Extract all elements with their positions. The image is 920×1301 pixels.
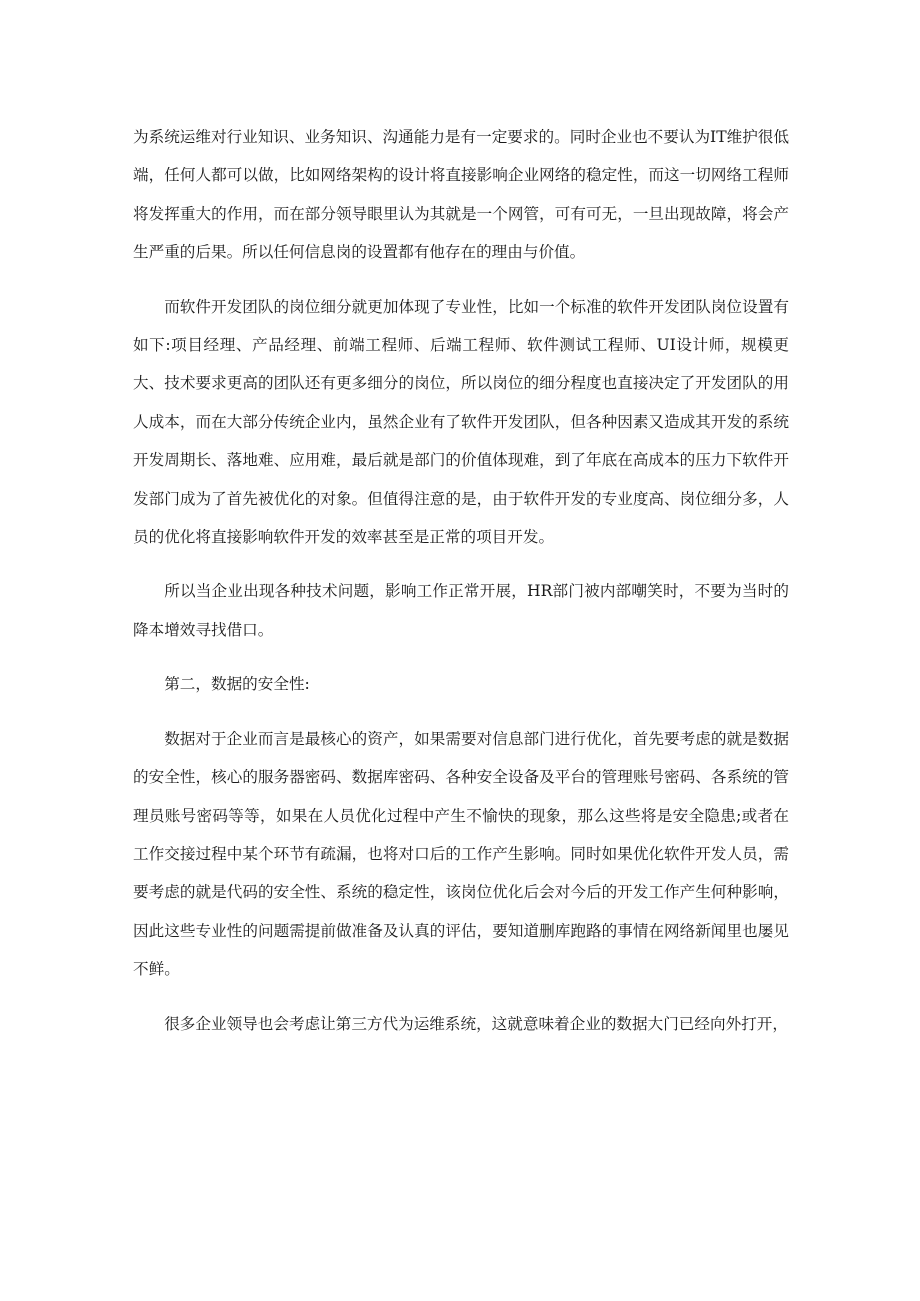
paragraph-data-security: 数据对于企业而言是最核心的资产，如果需要对信息部门进行优化，首先要考虑的就是数据的安全性，核心的服务器密码、数据库密码、各种安全设备及平台的管理账号密码、各系统的管理员账号密码等等，如果在人员优化过程中产生不愉快的现象，那么这些将是安全隐患;或者在工作交接过程中某个环节有疏漏，也将对口后的工作产生影响。同时如果优化软件开发人员，需要考虑的就是代码的安全性、系统的稳定性，该岗位优化后会对今后的开发工作产生何种影响，因此这些专业性的问题需提前做准备及认真的评估，要知道删库跑路的事情在网络新闻里也屡见不鲜。 bbox=[133, 729, 789, 979]
paragraph-third-party-maintenance: 很多企业领导也会考虑让第三方代为运维系统，这就意味着企业的数据大门已经向外打开， bbox=[164, 1014, 788, 1033]
section-heading-data-security: 第二，数据的安全性: bbox=[164, 675, 310, 694]
paragraph-software-team-roles: 而软件开发团队的岗位细分就更加体现了专业性，比如一个标准的软件开发团队岗位设置有如下:项目经理、产品经理、前端工程师、后端工程师、软件测试工程师、UI设计师，规模更大、技术要求更高的团队还有更多细分的岗位，所以岗位的细分程度也直接决定了开发团队的用人成本，而在大部分传统企业内，虽然企业有了软件开发团队，但各种因素又造成其开发的系统开发周期长、落地难、应用难，最后就是部门的价值体现难，到了年底在高成本的压力下软件开发部门成为了首先被优化的对象。但值得注意的是，由于软件开发的专业度高、岗位细分多，人员的优化将直接影响软件开发的效率甚至是正常的项目开发。 bbox=[133, 297, 789, 547]
document-body bbox=[133, 118, 789, 1043]
paragraph-cost-reduction-warning: 所以当企业出现各种技术问题，影响工作正常开展，HR部门被内部嘲笑时，不要为当时的降本增效寻找借口。 bbox=[133, 582, 789, 639]
paragraph-it-maintenance-value: 为系统运维对行业知识、业务知识、沟通能力是有一定要求的。同时企业也不要认为IT维护很低端，任何人都可以做，比如网络架构的设计将直接影响企业网络的稳定性，而这一切网络工程师将发挥重大的作用，而在部分领导眼里认为其就是一个网管，可有可无，一旦出现故障，将会产生严重的后果。所以任何信息岗的设置都有他存在的理由与价值。 bbox=[133, 128, 789, 262]
